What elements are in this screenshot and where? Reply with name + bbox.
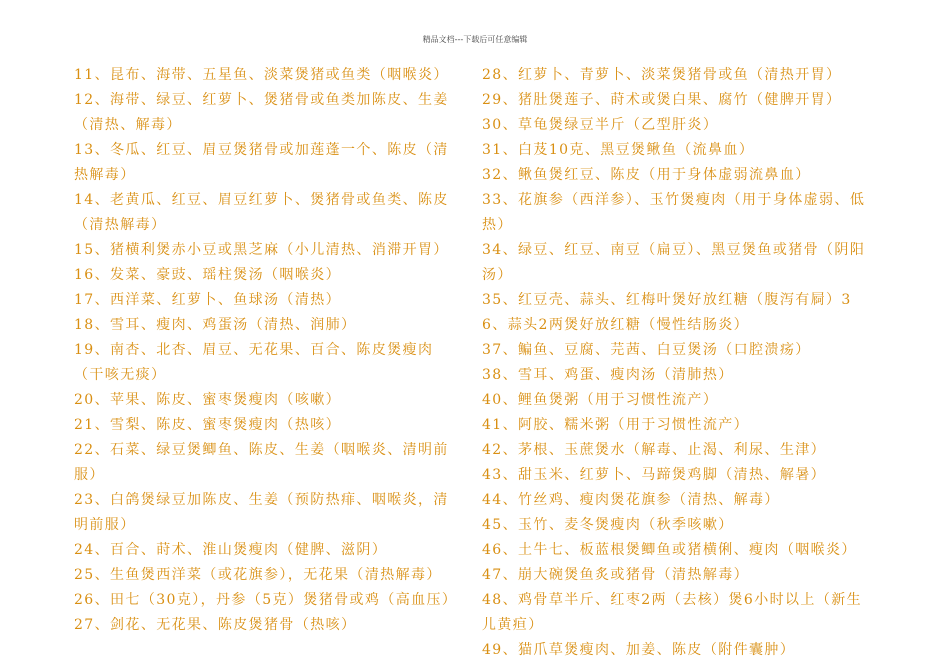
list-item: 46、土牛七、板蓝根煲鲫鱼或猪横俐、瘦肉（咽喉炎） [482, 542, 857, 558]
left-column [74, 63, 458, 638]
list-item: 32、鳅鱼煲红豆、陈皮（用于身体虚弱流鼻血） [482, 167, 811, 183]
list-item: 11、昆布、海带、五星鱼、淡菜煲猪或鱼类（咽喉炎） [74, 67, 449, 83]
list-item: 25、生鱼煲西洋菜（或花旗参），无花果（清热解毒） [74, 567, 442, 583]
list-item: 40、鲤鱼煲粥（用于习惯性流产） [482, 392, 719, 408]
list-item: 42、茅根、玉蔗煲水（解毒、止渴、利尿、生津） [482, 442, 827, 458]
list-item: 47、崩大碗煲鱼炙或猪骨（清热解毒） [482, 567, 750, 583]
list-item: 44、竹丝鸡、瘦肉煲花旗参（清热、解毒） [482, 492, 780, 508]
list-item: 20、苹果、陈皮、蜜枣煲瘦肉（咳嗽） [74, 392, 342, 408]
list-item: 19、南杏、北杏、眉豆、无花果、百合、陈皮煲瘦肉（干咳无痰） [74, 342, 434, 383]
list-item: 24、百合、莳术、淮山煲瘦肉（健脾、滋阴） [74, 542, 388, 558]
list-item: 28、红萝卜、青萝卜、淡菜煲猪骨或鱼（清热开胃） [482, 67, 842, 83]
list-item: 41、阿胶、糯米粥（用于习惯性流产） [482, 417, 750, 433]
list-item: 23、白鸽煲绿豆加陈皮、生姜（预防热痱、咽喉炎，清明前服） [74, 492, 449, 533]
list-item: 43、甜玉米、红萝卜、马蹄煲鸡脚（清热、解暑） [482, 467, 827, 483]
list-item: 35、红豆壳、蒜头、红梅叶煲好放红糖（腹泻有屙）36、蒜头2两煲好放红糖（慢性结肠炎） [482, 292, 852, 333]
list-item: 48、鸡骨草半斤、红枣2两（去核）煲6小时以上（新生儿黄疸） [482, 592, 863, 633]
list-item: 30、草龟煲绿豆半斤（乙型肝炎） [482, 117, 719, 133]
list-item: 15、猪横利煲赤小豆或黑芝麻（小儿清热、消滞开胃） [74, 242, 449, 258]
list-item: 37、鳊鱼、豆腐、芫茜、白豆煲汤（口腔溃疡） [482, 342, 811, 358]
list-item: 22、石菜、绿豆煲鲫鱼、陈皮、生姜（咽喉炎、清明前服） [74, 442, 449, 483]
list-item: 16、发菜、豪豉、瑶柱煲汤（咽喉炎） [74, 267, 342, 283]
list-item: 27、剑花、无花果、陈皮煲猪骨（热咳） [74, 617, 357, 633]
list-item: 12、海带、绿豆、红萝卜、煲猪骨或鱼类加陈皮、生姜（清热、解毒） [74, 92, 449, 133]
list-item: 31、白芨10克、黑豆煲鳅鱼（流鼻血） [482, 142, 755, 158]
right-column [482, 63, 874, 663]
list-item: 26、田七（30克），丹参（5克）煲猪骨或鸡（高血压） [74, 592, 458, 608]
page-header: 精品文档---下载后可任意编辑 [422, 35, 528, 44]
list-item: 17、西洋菜、红萝卜、鱼球汤（清热） [74, 292, 342, 308]
list-item: 13、冬瓜、红豆、眉豆煲猪骨或加莲蓬一个、陈皮（清热解毒） [74, 142, 449, 183]
list-item: 14、老黄瓜、红豆、眉豆红萝卜、煲猪骨或鱼类、陈皮（清热解毒） [74, 192, 449, 233]
list-item: 21、雪梨、陈皮、蜜枣煲瘦肉（热咳） [74, 417, 342, 433]
list-item: 38、雪耳、鸡蛋、瘦肉汤（清肺热） [482, 367, 734, 383]
list-item: 49、猫爪草煲瘦肉、加姜、陈皮（附件囊肿） [482, 642, 796, 658]
list-item: 33、花旗参（西洋参）、玉竹煲瘦肉（用于身体虚弱、低热） [482, 192, 866, 233]
list-item: 34、绿豆、红豆、南豆（扁豆）、黑豆煲鱼或猪骨（阴阳汤） [482, 242, 866, 283]
list-item: 45、玉竹、麦冬煲瘦肉（秋季咳嗽） [482, 517, 734, 533]
list-item: 18、雪耳、瘦肉、鸡蛋汤（清热、润肺） [74, 317, 357, 333]
list-item: 29、猪肚煲莲子、莳术或煲白果、腐竹（健脾开胃） [482, 92, 842, 108]
